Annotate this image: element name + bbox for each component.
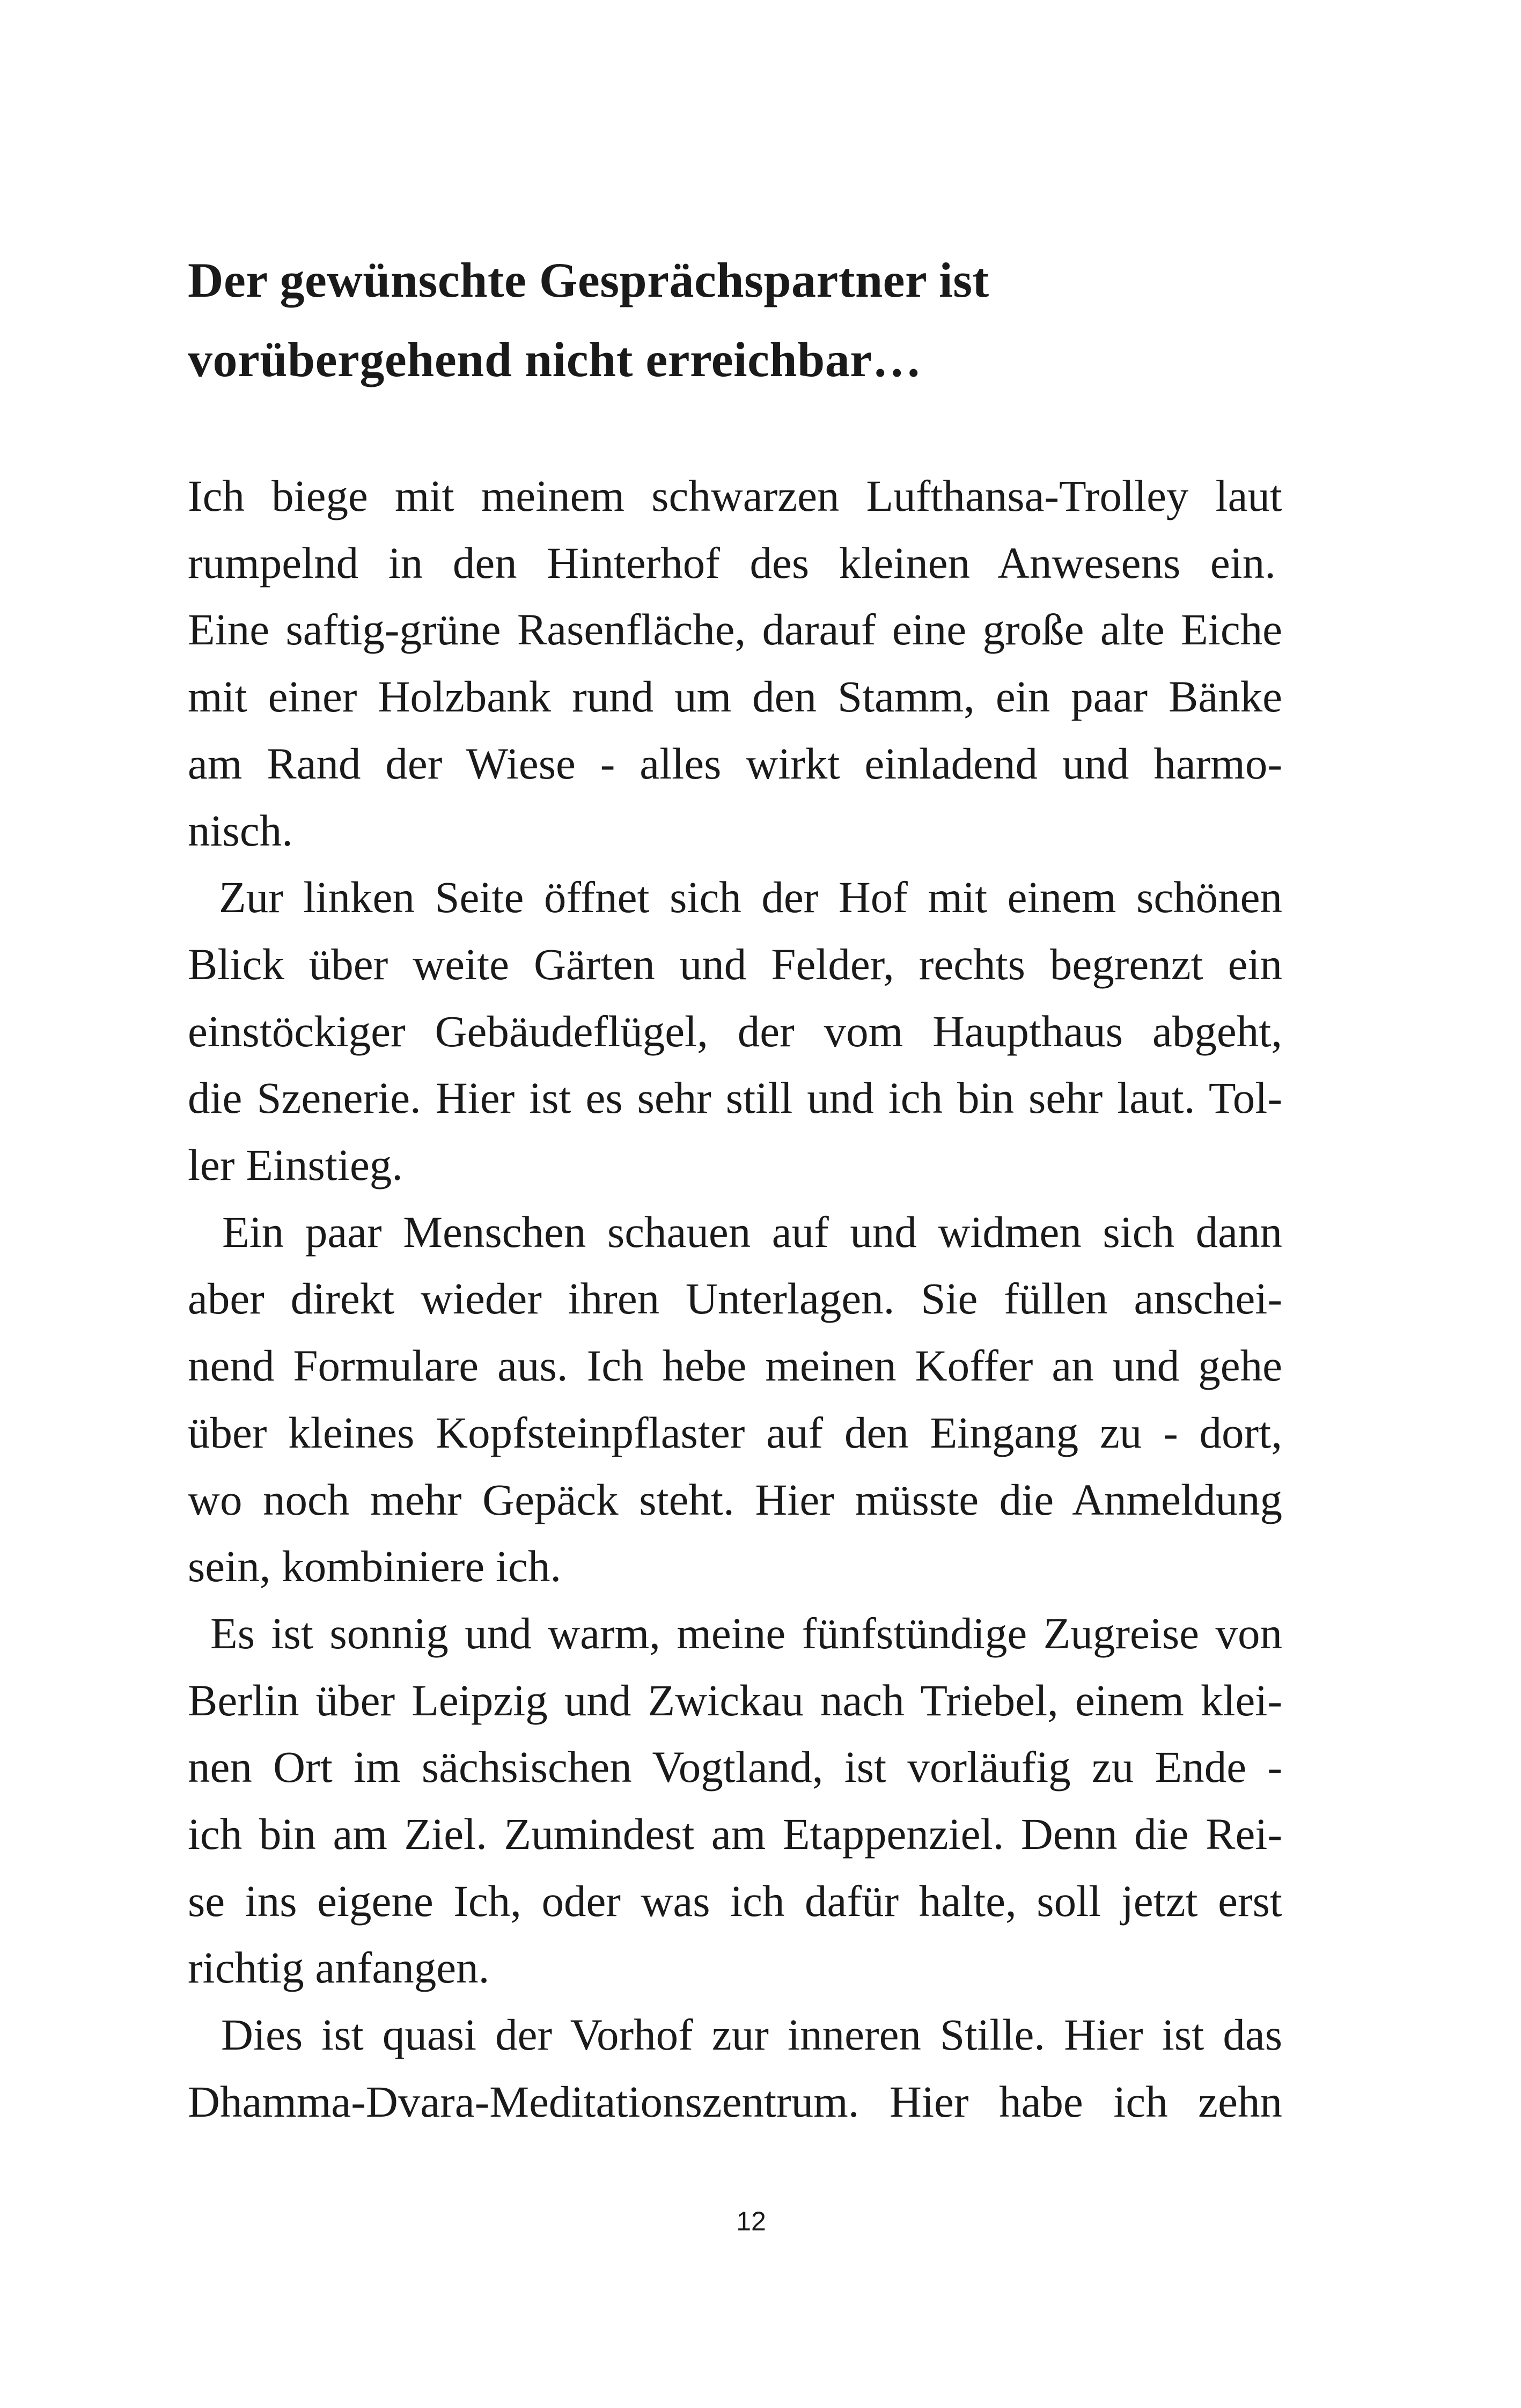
text-line: über kleines Kopfsteinpflaster auf den Eingang zu - dort, [188,1407,1282,1457]
page-number: 12 [736,2206,766,2236]
paragraph-continuation [188,931,1282,1199]
chapter-title-line: Der gewünschte Gesprächspartner ist [188,253,989,307]
text-line: Ein paar Menschen schauen auf und widmen sich dann [222,1207,1282,1257]
text-line: Es ist sonnig und warm, meine fünfstündige Zugreise von [210,1608,1282,1658]
text-line: Dhamma-Dvara-Meditationszentrum. Hier habe ich zehn [188,2076,1282,2126]
text-line: mit einer Holzbank rund um den Stamm, ein paar Bänke [188,672,1282,722]
text-line: Ich biege mit meinem schwarzen Lufthansa-Trolley laut [188,471,1282,520]
text-line: wo noch mehr Gepäck steht. Hier müsste die Anmeldung [188,1474,1282,1524]
text-line: die Szenerie. Hier ist es sehr still und ich bin sehr laut. Tol- [188,1073,1282,1123]
text-line: richtig anfangen. [188,1943,490,1993]
paragraph [188,1199,1282,1266]
text-line: am Rand der Wiese - alles wirkt einladend und harmo- [188,738,1282,788]
text-line: nen Ort im sächsischen Vogtland, ist vorläufig zu Ende - [188,1742,1282,1792]
text-line: se ins eigene Ich, oder was ich dafür halte, soll jetzt erst [188,1876,1282,1926]
paragraph-continuation [188,1667,1282,2002]
text-line: sein, kombiniere ich. [188,1541,562,1591]
paragraph [188,864,1282,931]
text-line: Blick über weite Gärten und Felder, rechts begrenzt ein [188,939,1282,989]
text-line: Zur linken Seite öffnet sich der Hof mit einem schönen [219,872,1282,922]
text-line: aber direkt wieder ihren Unterlagen. Sie füllen anschei- [188,1274,1282,1324]
text-line: nend Formulare aus. Ich hebe meinen Koffer an und gehe [188,1341,1282,1391]
text-line: rumpelnd in den Hinterhof des kleinen Anwesens ein. [188,538,1276,588]
paragraph [188,462,1282,864]
chapter-title-line: vorübergehend nicht erreichbar… [188,332,922,387]
text-line: einstöckiger Gebäudeflügel, der vom Haupthaus abgeht, [188,1006,1282,1056]
text-line: Eine saftig-grüne Rasenfläche, darauf eine große alte Eiche [188,605,1282,655]
chapter-title [188,240,1288,399]
text-line: Berlin über Leipzig und Zwickau nach Triebel, einem klei- [188,1675,1282,1725]
body-text [188,462,1282,2135]
paragraph [188,2001,1282,2068]
text-line: Dies ist quasi der Vorhof zur inneren Stille. Hier ist das [221,2010,1282,2060]
paragraph-continuation [188,2068,1282,2135]
text-line: ich bin am Ziel. Zumindest am Etappenziel. Denn die Rei- [188,1809,1282,1859]
text-line: ler Einstieg. [188,1140,403,1190]
paragraph [188,1600,1282,1667]
paragraph-continuation [188,1265,1282,1600]
text-line: nisch. [188,805,293,855]
